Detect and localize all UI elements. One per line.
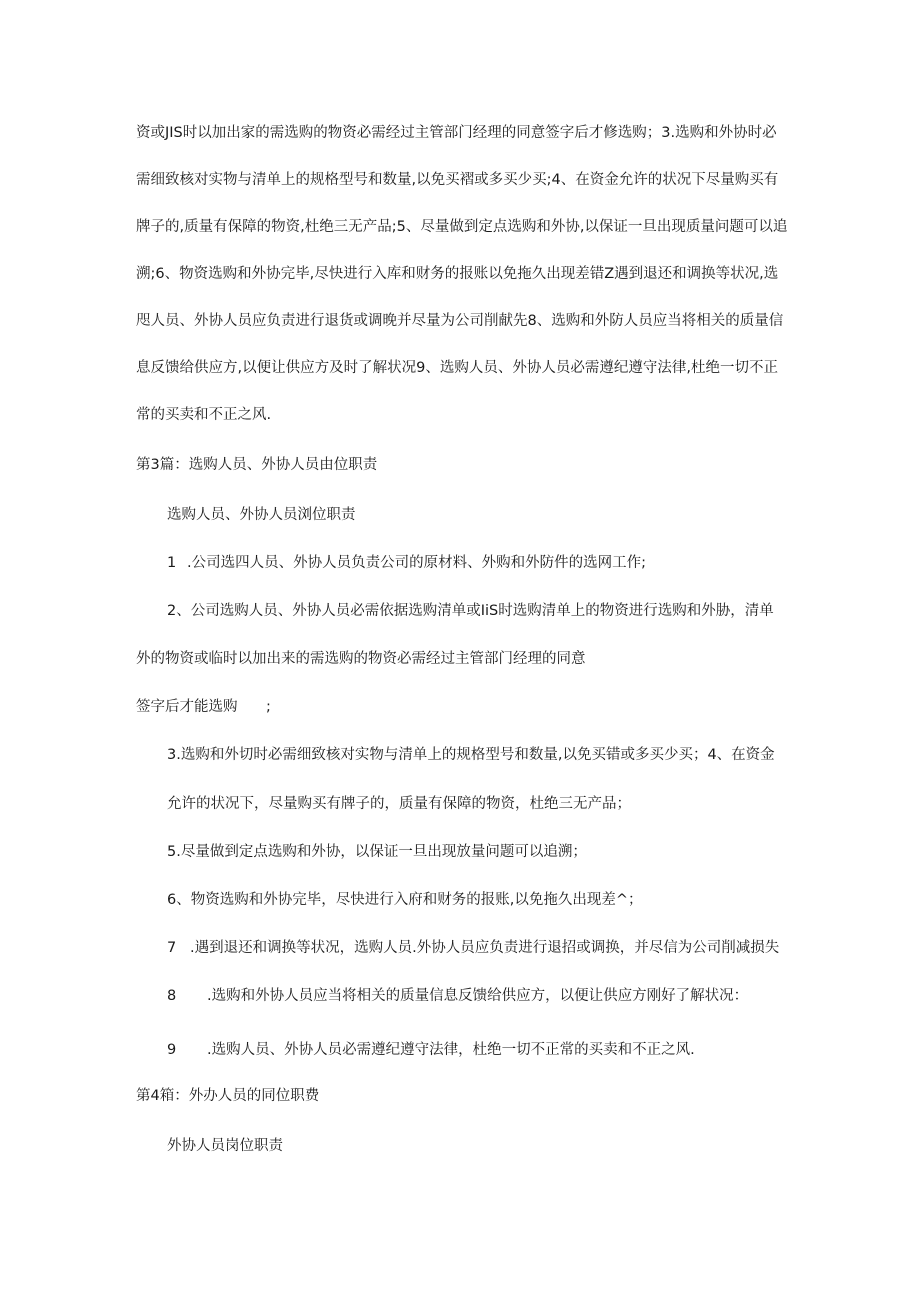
list-item-number: 9 — [167, 1042, 177, 1058]
section-heading: 第4箱：外办人员的同位职费 — [136, 1088, 320, 1104]
section-subtitle: 选购人员、外协人员浏位职责 — [167, 507, 356, 523]
paragraph-line: 溯;6、物资选购和外协完毕,尽快进行入库和财务的报账以免拖久出现差错Z遇到退还和调换等状况,选 — [136, 266, 779, 282]
list-item-text: 6、物资选购和外协完毕，尽快进行入府和财务的报账,以免拖久出现差^； — [167, 892, 643, 908]
list-item-text: .遇到退还和调换等状况，选购人员.外协人员应负责进行退招或调换，并尽信为公司削减损失 — [190, 940, 780, 956]
paragraph-line: 息反馈给供应方,以便让供应方及时了解状况9、选购人员、外协人员必需遵纪遵守法律,杜绝一切不正 — [136, 360, 778, 376]
paragraph-line: 资或JIS时以加出家的需选购的物资必需经过主管部门经理的同意签字后才修选购；3.选购和外协时必 — [136, 125, 777, 141]
list-item-text: 3.选购和外切时必需细致核对实物与清单上的规格型号和数量,以免买错或多买少买；4、在资金 — [167, 747, 775, 763]
list-item-number: 1 — [167, 555, 177, 571]
section-heading: 第3篇：选购人员、外协人员由位职责 — [136, 457, 378, 473]
paragraph-line: 咫人员、外协人员应负责进行退货或调晚并尽量为公司削献先8、选购和外防人员应当将相关的质量信 — [136, 313, 784, 329]
paragraph-line: 常的买卖和不正之风. — [136, 407, 272, 423]
list-item-text: 签字后才能选购 — [136, 699, 238, 715]
list-item-text: 2、公司选购人员、外协人员必需依据选购清单或IiS时选购清单上的物资进行选购和外胁，清单 — [167, 603, 774, 619]
list-item-text: .选购和外协人员应当将相关的质量信息反馈给供应方，以便让供应方刚好了解状况： — [207, 988, 749, 1004]
list-item-number: 8 — [167, 988, 177, 1004]
list-item-punct: ; — [266, 699, 271, 715]
paragraph-line: 牌子的,质量有保障的物资,杜绝三无产品;5、尽量做到定点选购和外协,以保证一旦出现质量问题可以追 — [136, 219, 788, 235]
list-item-number: 7 — [167, 940, 177, 956]
section-subtitle: 外协人员岗位职责 — [167, 1138, 283, 1154]
list-item-text: .选购人员、外协人员必需遵纪遵守法律，杜绝一切不正常的买卖和不正之风. — [207, 1042, 695, 1058]
list-item-text: 5.尽量做到定点选购和外协，以保证一旦出现放量问题可以追溯； — [167, 844, 587, 860]
list-item-text: 外的物资或临时以加出来的需选购的物资必需经过主管部门经理的同意 — [136, 651, 586, 667]
list-item-text: .公司选四人员、外协人员负责公司的原材料、外购和外防件的选网工作; — [187, 555, 646, 571]
paragraph-line: 需细致核对实物与清单上的规格型号和数量,以免买褶或多买少买;4、在资金允许的状况下尽量购买有 — [136, 172, 779, 188]
list-item-text: 允许的状况下，尽量购买有牌子的，质量有保障的物资，杜绝三无产品； — [167, 796, 631, 812]
